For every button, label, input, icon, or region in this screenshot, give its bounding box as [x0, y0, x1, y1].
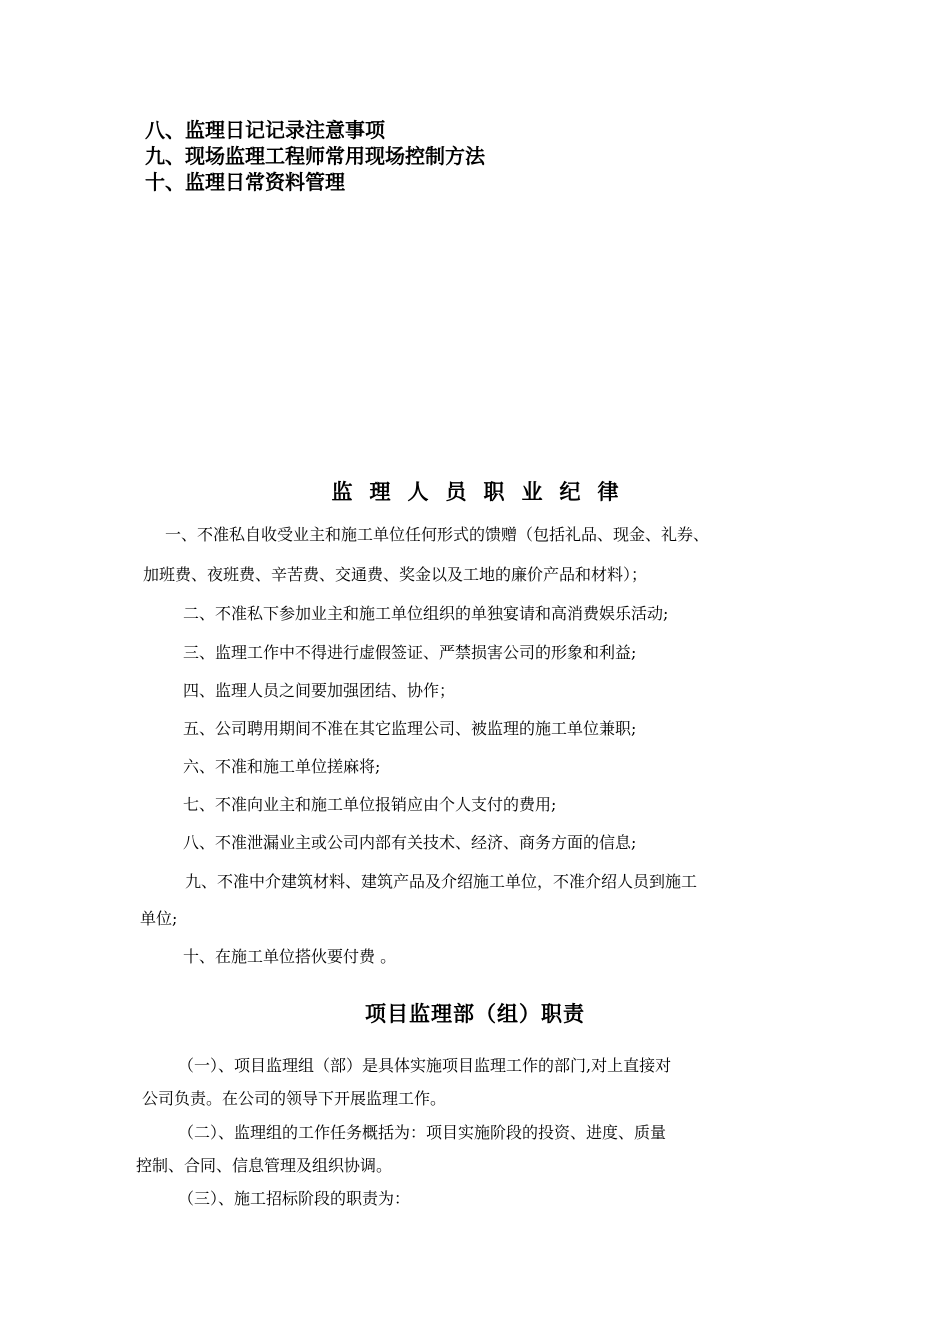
- paragraph-line: 十、在施工单位搭伙要付费 。: [183, 947, 397, 966]
- toc-item: 十、监理日常资料管理: [145, 170, 345, 194]
- paragraph-line: 七、不准向业主和施工单位报销应由个人支付的费用;: [183, 795, 557, 814]
- paragraph-line: 八、不准泄漏业主或公司内部有关技术、经济、商务方面的信息;: [183, 833, 637, 852]
- paragraph-line: 三、监理工作中不得进行虚假签证、严禁损害公司的形象和利益;: [183, 643, 637, 662]
- paragraph-line: 九、不准中介建筑材料、建筑产品及介绍施工单位，不准介绍人员到施工: [185, 872, 698, 891]
- toc-item: 九、现场监理工程师常用现场控制方法: [145, 144, 485, 168]
- paragraph-line: 加班费、夜班费、辛苦费、交通费、奖金以及工地的廉价产品和材料）；: [143, 565, 648, 584]
- section-title-duties: 项目监理部（组）职责: [365, 1002, 585, 1026]
- paragraph-line: 二、不准私下参加业主和施工单位组织的单独宴请和高消费娱乐活动;: [183, 604, 669, 623]
- paragraph-line: 六、不准和施工单位搓麻将;: [183, 757, 381, 776]
- toc-list: [145, 117, 485, 195]
- paragraph-line: 单位;: [140, 909, 178, 928]
- paragraph-line: 五、公司聘用期间不准在其它监理公司、被监理的施工单位兼职;: [183, 719, 637, 738]
- paragraph-line: （三）、施工招标阶段的职责为：: [178, 1189, 411, 1208]
- section-title-discipline: 监理人员职业纪律: [331, 480, 636, 504]
- paragraph-line: 控制、合同、信息管理及组织协调。: [136, 1156, 393, 1175]
- paragraph-line: 四、监理人员之间要加强团结、协作；: [183, 681, 456, 700]
- paragraph-line: 公司负责。在公司的领导下开展监理工作。: [142, 1089, 447, 1108]
- paragraph-line: （二）、监理组的工作任务概括为：项目实施阶段的投资、进度、质量: [178, 1123, 667, 1142]
- paragraph-line: （一）、项目监理组（部）是具体实施项目监理工作的部门,对上直接对: [178, 1056, 672, 1075]
- paragraph-line: 一、不准私自收受业主和施工单位任何形式的馈赠（包括礼品、现金、礼券、: [165, 525, 710, 544]
- toc-item: 八、监理日记记录注意事项: [145, 118, 385, 142]
